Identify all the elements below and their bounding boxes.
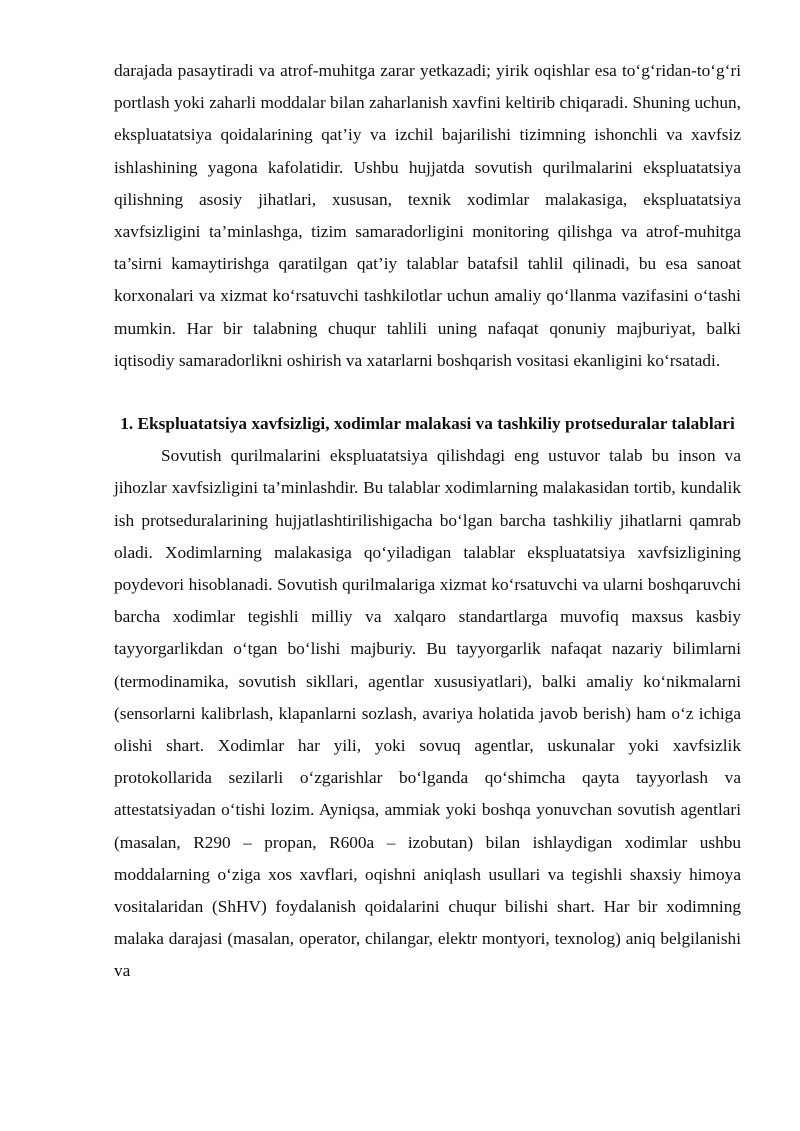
- document-page: [114, 55, 741, 988]
- section-heading: 1. Ekspluatatsiya xavfsizligi, xodimlar malakasi va tashkiliy protseduralar talablari: [120, 414, 735, 434]
- paragraph-intro-continued: darajada pasaytiradi va atrof-muhitga zarar yetkazadi; yirik oqishlar esa to‘g‘ridan-to‘g‘ri portlash yoki zaharli moddalar bilan zaharlanish xavfini keltirib chiqaradi. Shuning uchun, ekspluatatsiya qoidalarining qat’iy va izchil bajarilishi tizimning ishonchli va xavfsiz ishlashining yagona kafolatidir. Ushbu hujjatda sovutish qurilmalarini ekspluatatsiya qilishning asosiy jihatlari, xususan, texnik xodimlar malakasiga, ekspluatatsiya xavfsizligini ta’minlashga, tizim samaradorligini monitoring qilishga va atrof-muhitga ta’sirni kamaytirishga qaratilgan qat’iy talablar batafsil tahlil qilinadi, bu esa sanoat korxonalari va xizmat ko‘rsatuvchi tashkilotlar uchun amaliy qo‘llanma vazifasini o‘tashi mumkin. Har bir talabning chuqur tahlili uning nafaqat qonuniy majburiyat, balki iqtisodiy samaradorlikni oshirish va xatarlarni boshqarish vositasi ekanligini ko‘rsatadi.: [114, 61, 741, 370]
- paragraph-section-1: Sovutish qurilmalarini ekspluatatsiya qilishdagi eng ustuvor talab bu inson va jihozlar xavfsizligini ta’minlashdir. Bu talablar xodimlarning malakasidan tortib, kundalik ish protseduralarining hujjatlashtirilishigacha bo‘lgan barcha tashkiliy jihatlarni qamrab oladi. Xodimlarning malakasiga qo‘yiladigan talablar ekspluatatsiya xavfsizligining poydevori hisoblanadi. Sovutish qurilmalariga xizmat ko‘rsatuvchi va ularni boshqaruvchi barcha xodimlar tegishli milliy va xalqaro standartlarga muvofiq maxsus kasbiy tayyorgarlikdan o‘tgan bo‘lishi majburiy. Bu tayyorgarlik nafaqat nazariy bilimlarni (termodinamika, sovutish sikllari, agentlar xususiyatlari), balki amaliy ko‘nikmalarni (sensorlarni kalibrlash, klapanlarni sozlash, avariya holatida javob berish) ham o‘z ichiga olishi shart. Xodimlar har yili, yoki sovuq agentlar, uskunalar yoki xavfsizlik protokollarida sezilarli o‘zgarishlar bo‘lganda qo‘shimcha qayta tayyorlash va attestatsiyadan o‘tishi lozim. Ayniqsa, ammiak yoki boshqa yonuvchan sovutish agentlari (masalan, R290 – propan, R600a – izobutan) bilan ishlaydigan xodimlar ushbu moddalarning o‘ziga xos xavflari, oqishni aniqlash usullari va tegishli shaxsiy himoya vositalaridan (ShHV) foydalanish qoidalarini chuqur bilishi shart. Har bir xodimning malaka darajasi (masalan, operator, chilangar, elektr montyori, texnolog) aniq belgilanishi va: [114, 446, 741, 981]
